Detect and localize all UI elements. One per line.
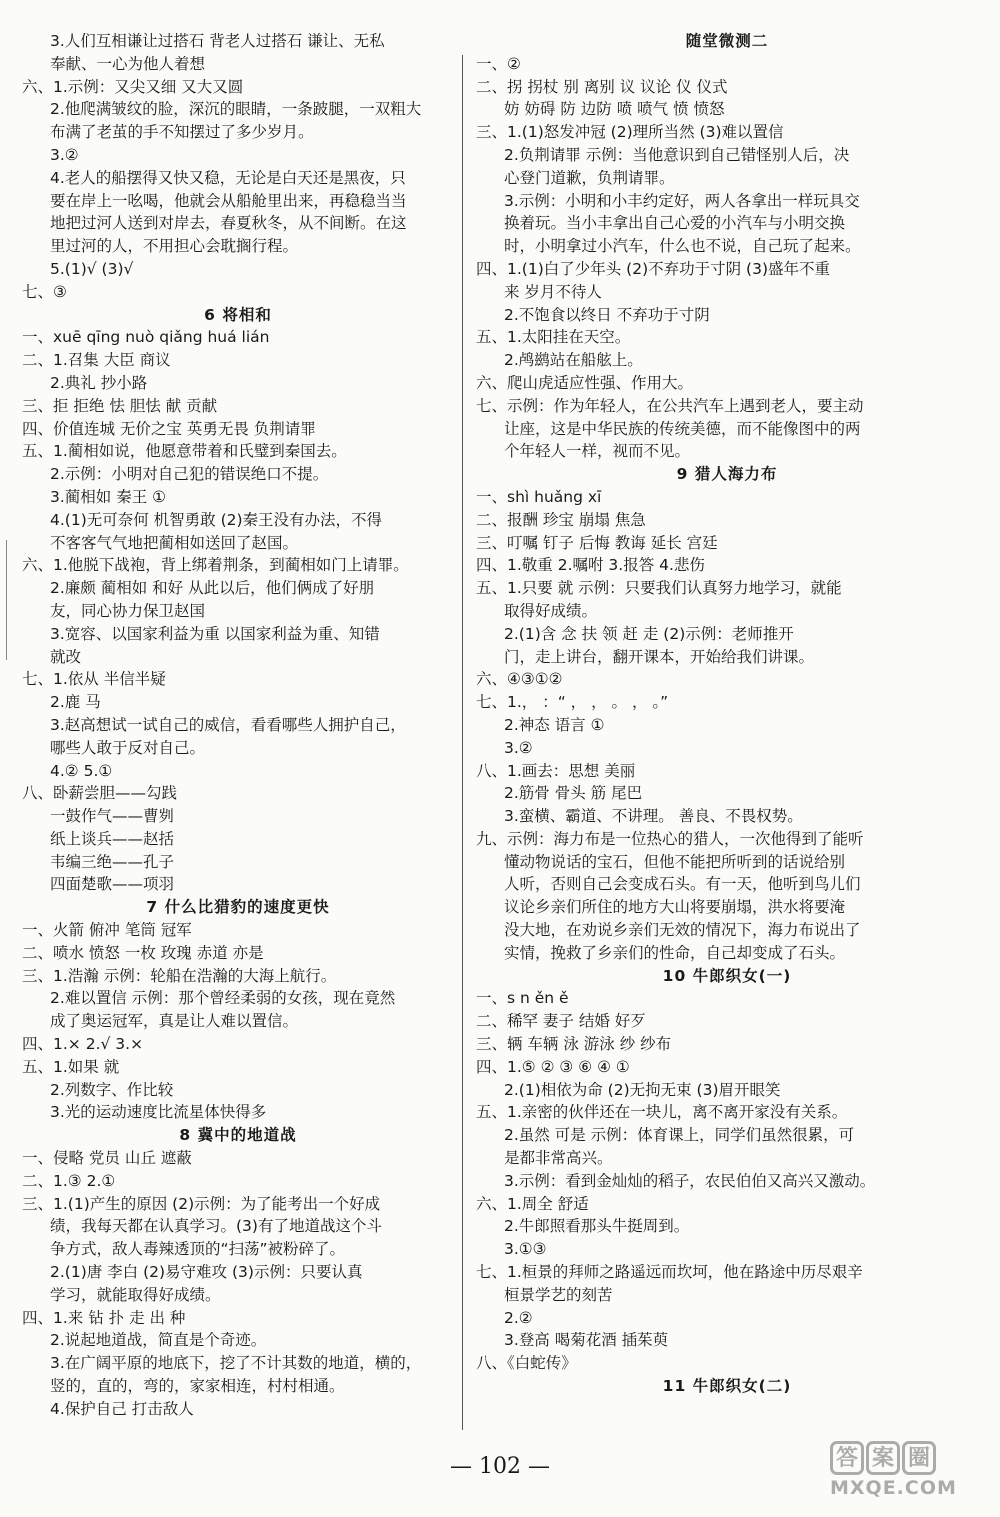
section-heading: 10 牛郎织女(一) xyxy=(662,966,792,985)
answer-line: 一鼓作气——曹刿 xyxy=(50,807,175,826)
answer-line: 四、1.× 2.√ 3.× xyxy=(22,1035,144,1054)
answer-line: 3.①③ xyxy=(504,1240,547,1259)
section-heading: 随堂微测二 xyxy=(685,32,769,50)
answer-line: 2.鹿 马 xyxy=(50,693,101,712)
answer-line: 3.登高 喝菊花酒 插茱萸 xyxy=(504,1331,669,1350)
answer-line: 五、1.只要 就 示例：只要我们认真努力地学习，就能 xyxy=(476,579,842,598)
answer-line: 六、1.他脱下战袍，背上绑着荆条，到蔺相如门上请罪。 xyxy=(22,556,409,575)
answer-line: 里过河的人，不用担心会耽搁行程。 xyxy=(50,237,299,256)
answer-line: 门，走上讲台，翻开课本，开始给我们讲课。 xyxy=(504,647,815,666)
answer-line: 学习，就能取得好成绩。 xyxy=(50,1285,221,1304)
answer-line: 五、1.太阳挂在天空。 xyxy=(476,328,631,347)
answer-line: 四面楚歌——项羽 xyxy=(50,875,175,894)
answer-line: 就改 xyxy=(50,647,82,666)
answer-line: 地把过河人送到对岸去，春夏秋冬，从不间断。在这 xyxy=(50,214,407,233)
section-heading: 6 将相和 xyxy=(204,305,272,324)
answer-line: 七、示例：作为年轻人，在公共汽车上遇到老人，要主动 xyxy=(476,396,864,415)
answer-line: 2.典礼 抄小路 xyxy=(50,373,148,392)
answer-line: 韦编三绝——孔子 xyxy=(50,852,175,871)
answer-line: 三、叮嘱 钉子 后悔 教诲 延长 宫廷 xyxy=(476,533,718,552)
answer-line: 桓景学艺的刻苦 xyxy=(504,1285,613,1304)
answer-line: 取得好成绩。 xyxy=(504,601,598,620)
answer-line: 3.蛮横、霸道、不讲理。 善良、不畏权势。 xyxy=(504,807,803,826)
answer-line: 三、1.(1)产生的原因 (2)示例：为了能考出一个好成 xyxy=(22,1194,381,1213)
answer-line: 换着玩。当小丰拿出自己心爱的小汽车与小明交换 xyxy=(504,214,846,233)
answer-line: 是都非常高兴。 xyxy=(504,1149,613,1168)
answer-line: 一、侵略 党员 山丘 遮蔽 xyxy=(22,1149,192,1168)
answer-line: 哪些人敢于反对自己。 xyxy=(50,738,206,757)
right-column xyxy=(476,30,978,1398)
watermark-char: 案 xyxy=(866,1441,900,1475)
page-number: — 102 — xyxy=(450,1454,550,1479)
answer-line: 4.② 5.① xyxy=(50,761,113,780)
section-heading: 8 冀中的地道战 xyxy=(179,1126,297,1145)
answer-line: 六、1.示例：又尖又细 又大又圆 xyxy=(22,77,244,96)
answer-line: 2.示例：小明对自己犯的错误绝口不提。 xyxy=(50,465,329,484)
answer-line: 二、稀罕 妻子 结婚 好歹 xyxy=(476,1012,646,1031)
answer-line: 二、1.③ 2.① xyxy=(22,1171,116,1190)
answer-line: 来 岁月不待人 xyxy=(504,282,602,301)
answer-line: 七、③ xyxy=(22,282,67,301)
answer-line: 四、1.(1)白了少年头 (2)不弃功于寸阴 (3)盛年不重 xyxy=(476,259,831,278)
answer-line: 妨 妨碍 防 边防 喷 喷气 愤 愤怒 xyxy=(504,100,725,119)
answer-line: 一、s n ěn ě xyxy=(476,989,569,1008)
answer-line: 2.鸬鹚站在船舷上。 xyxy=(504,351,643,370)
answer-line: 3.② xyxy=(504,738,533,757)
answer-line: 布满了老茧的手不知摆过了多少岁月。 xyxy=(50,123,314,142)
answer-line: 4.保护自己 打击敌人 xyxy=(50,1399,194,1418)
answer-line: 四、1.敬重 2.嘱咐 3.报答 4.悲伤 xyxy=(476,556,705,575)
answer-line: 5.(1)√ (3)√ xyxy=(50,259,134,278)
answer-line: 一、shì huǎng xī xyxy=(476,487,602,506)
answer-line: 心登门道歉，负荆请罪。 xyxy=(504,168,675,187)
answer-line: 2.(1)含 念 扶 领 赶 走 (2)示例：老师推开 xyxy=(504,624,794,643)
answer-line: 五、1.蔺相如说，他愿意带着和氏璧到秦国去。 xyxy=(22,442,347,461)
answer-line: 竖的，直的，弯的，家家相连，村村相通。 xyxy=(50,1377,345,1396)
answer-line: 2.(1)相依为命 (2)无拘无束 (3)眉开眼笑 xyxy=(504,1080,781,1099)
answer-line: 三、1.浩瀚 示例：轮船在浩瀚的大海上航行。 xyxy=(22,966,337,985)
answer-line: 四、1.⑤ ② ③ ⑥ ④ ① xyxy=(476,1057,630,1076)
answer-line: 4.老人的船摆得又快又稳，无论是白天还是黑夜，只 xyxy=(50,168,406,187)
answer-line: 2.负荆请罪 示例：当他意识到自己错怪别人后，决 xyxy=(504,145,850,164)
answer-line: 一、② xyxy=(476,54,521,73)
answer-line: 2.廉颇 蔺相如 和好 从此以后，他们俩成了好朋 xyxy=(50,579,375,598)
answer-line: 七、1.桓景的拜师之路遥远而坎坷，他在路途中历尽艰辛 xyxy=(476,1263,863,1282)
answer-line: 纸上谈兵——赵括 xyxy=(50,829,175,848)
answer-line: 四、价值连城 无价之宝 英勇无畏 负荆请罪 xyxy=(22,419,316,438)
answer-line: 议论乡亲们所住的地方大山将要崩塌，洪水将要淹 xyxy=(504,898,846,917)
answer-line: 3.② xyxy=(50,145,79,164)
answer-line: 3.示例：小明和小丰约定好，两人各拿出一样玩具交 xyxy=(504,191,860,210)
answer-line: 2.列数字、作比较 xyxy=(50,1080,174,1099)
answer-line: 2.不饱食以终日 不弃功于寸阴 xyxy=(504,305,710,324)
watermark-url: MXQE.COM xyxy=(830,1477,957,1499)
answer-line: 成了奥运冠军，真是让人难以置信。 xyxy=(50,1012,299,1031)
answer-line: 三、1.(1)怒发冲冠 (2)理所当然 (3)难以置信 xyxy=(476,123,784,142)
answer-line: 2.(1)唐 李白 (2)易守难攻 (3)示例：只要认真 xyxy=(50,1263,363,1282)
answer-line: 九、示例：海力布是一位热心的猎人，一次他得到了能听 xyxy=(476,829,864,848)
answer-line: 友，同心协力保卫赵国 xyxy=(50,601,206,620)
answer-line: 2.筋骨 骨头 筋 尾巴 xyxy=(504,784,643,803)
answer-line: 让座，这是中华民族的传统美德，而不能像图中的两 xyxy=(504,419,861,438)
answer-line: 绩，我每天都在认真学习。(3)有了地道战这个斗 xyxy=(50,1217,382,1236)
answer-line: 4.(1)无可奈何 机智勇敢 (2)秦王没有办法，不得 xyxy=(50,510,383,529)
answer-line: 不客客气气地把蔺相如送回了赵国。 xyxy=(50,533,299,552)
answer-line: 懂动物说话的宝石，但他不能把所听到的话说给别 xyxy=(504,852,846,871)
left-column xyxy=(22,30,454,1421)
answer-line: 时，小明拿过小汽车，什么也不说，自己玩了起来。 xyxy=(504,237,861,256)
answer-line: 四、1.来 钻 扑 走 出 种 xyxy=(22,1308,186,1327)
answer-line: 奉献、一心为他人着想 xyxy=(50,54,206,73)
answer-line: 三、拒 拒绝 怯 胆怯 献 贡献 xyxy=(22,396,218,415)
watermark-logo xyxy=(830,1441,980,1503)
section-heading: 9 猎人海力布 xyxy=(676,465,778,484)
answer-line: 3.蔺相如 秦王 ① xyxy=(50,487,167,506)
answer-line: 没大地，在劝说乡亲们无效的情况下，海力布说出了 xyxy=(504,921,861,940)
answer-line: 3.人们互相谦让过搭石 背老人过搭石 谦让、无私 xyxy=(50,32,385,50)
answer-line: 2.牛郎照看那头牛挺周到。 xyxy=(504,1217,690,1236)
answer-line: 2.他爬满皱纹的脸，深沉的眼睛，一条跛腿，一双粗大 xyxy=(50,100,422,119)
answer-line: 八、1.画去：思想 美丽 xyxy=(476,761,636,780)
answer-line: 3.光的运动速度比流星体快得多 xyxy=(50,1103,267,1122)
answer-line: 六、爬山虎适应性强、作用大。 xyxy=(476,373,694,392)
answer-line: 3.示例：看到金灿灿的稻子，农民伯伯又高兴又激动。 xyxy=(504,1171,876,1190)
answer-line: 要在岸上一吆喝，他就会从船舱里出来，再稳稳当当 xyxy=(50,191,407,210)
column-divider xyxy=(462,55,463,1430)
answer-line: 个年轻人一样，视而不见。 xyxy=(504,442,691,461)
answer-line: 2.神态 语言 ① xyxy=(504,715,605,734)
answer-line: 五、1.如果 就 xyxy=(22,1057,120,1076)
section-heading: 7 什么比猎豹的速度更快 xyxy=(146,898,330,917)
answer-line: 六、1.周全 舒适 xyxy=(476,1194,589,1213)
answer-line: 五、1.亲密的伙伴还在一块儿，离不离开家没有关系。 xyxy=(476,1103,848,1122)
answer-line: 八、《白蛇传》 xyxy=(476,1354,577,1373)
answer-line: 八、卧薪尝胆——勾践 xyxy=(22,784,178,803)
answer-line: 一、火箭 俯冲 笔筒 冠军 xyxy=(22,921,192,940)
answer-line: 三、辆 车辆 泳 游泳 纱 纱布 xyxy=(476,1035,672,1054)
answer-line: 2.虽然 可是 示例：体育课上，同学们虽然很累，可 xyxy=(504,1126,855,1145)
answer-line: 2.② xyxy=(504,1308,533,1327)
watermark-char: 圈 xyxy=(902,1441,936,1475)
answer-line: 一、xuē qīng nuò qiǎng huá lián xyxy=(22,328,270,347)
answer-line: 争方式，敌人毒辣透顶的“扫荡”被粉碎了。 xyxy=(50,1240,346,1259)
answer-line: 3.宽容、以国家利益为重 以国家利益为重、知错 xyxy=(50,624,380,643)
answer-line: 七、1.， ：“ ， ， 。 ， 。” xyxy=(476,693,669,712)
answer-line: 2.说起地道战，简直是个奇迹。 xyxy=(50,1331,267,1350)
answer-line: 二、1.召集 大臣 商议 xyxy=(22,351,171,370)
answer-line: 七、1.依从 半信半疑 xyxy=(22,670,166,689)
answer-line: 2.难以置信 示例：那个曾经柔弱的女孩，现在竟然 xyxy=(50,989,396,1008)
answer-line: 实情，挽救了乡亲们的性命，自己却变成了石头。 xyxy=(504,943,846,962)
answer-line: 二、拐 拐杖 别 离别 议 议论 仪 仪式 xyxy=(476,77,728,96)
answer-line: 六、④③①② xyxy=(476,670,563,689)
watermark-char: 答 xyxy=(830,1441,864,1475)
margin-rule xyxy=(6,540,7,660)
answer-line: 3.赵高想试一试自己的威信，看看哪些人拥护自己， xyxy=(50,715,406,734)
answer-line: 二、喷水 愤怒 一枚 玫瑰 赤道 亦是 xyxy=(22,943,264,962)
section-heading: 11 牛郎织女(二) xyxy=(662,1377,792,1396)
answer-line: 二、报酬 珍宝 崩塌 焦急 xyxy=(476,510,646,529)
answer-line: 3.在广阔平原的地底下，挖了不计其数的地道，横的， xyxy=(50,1354,422,1373)
answer-line: 人听，否则自己会变成石头。有一天，他听到鸟儿们 xyxy=(504,875,861,894)
